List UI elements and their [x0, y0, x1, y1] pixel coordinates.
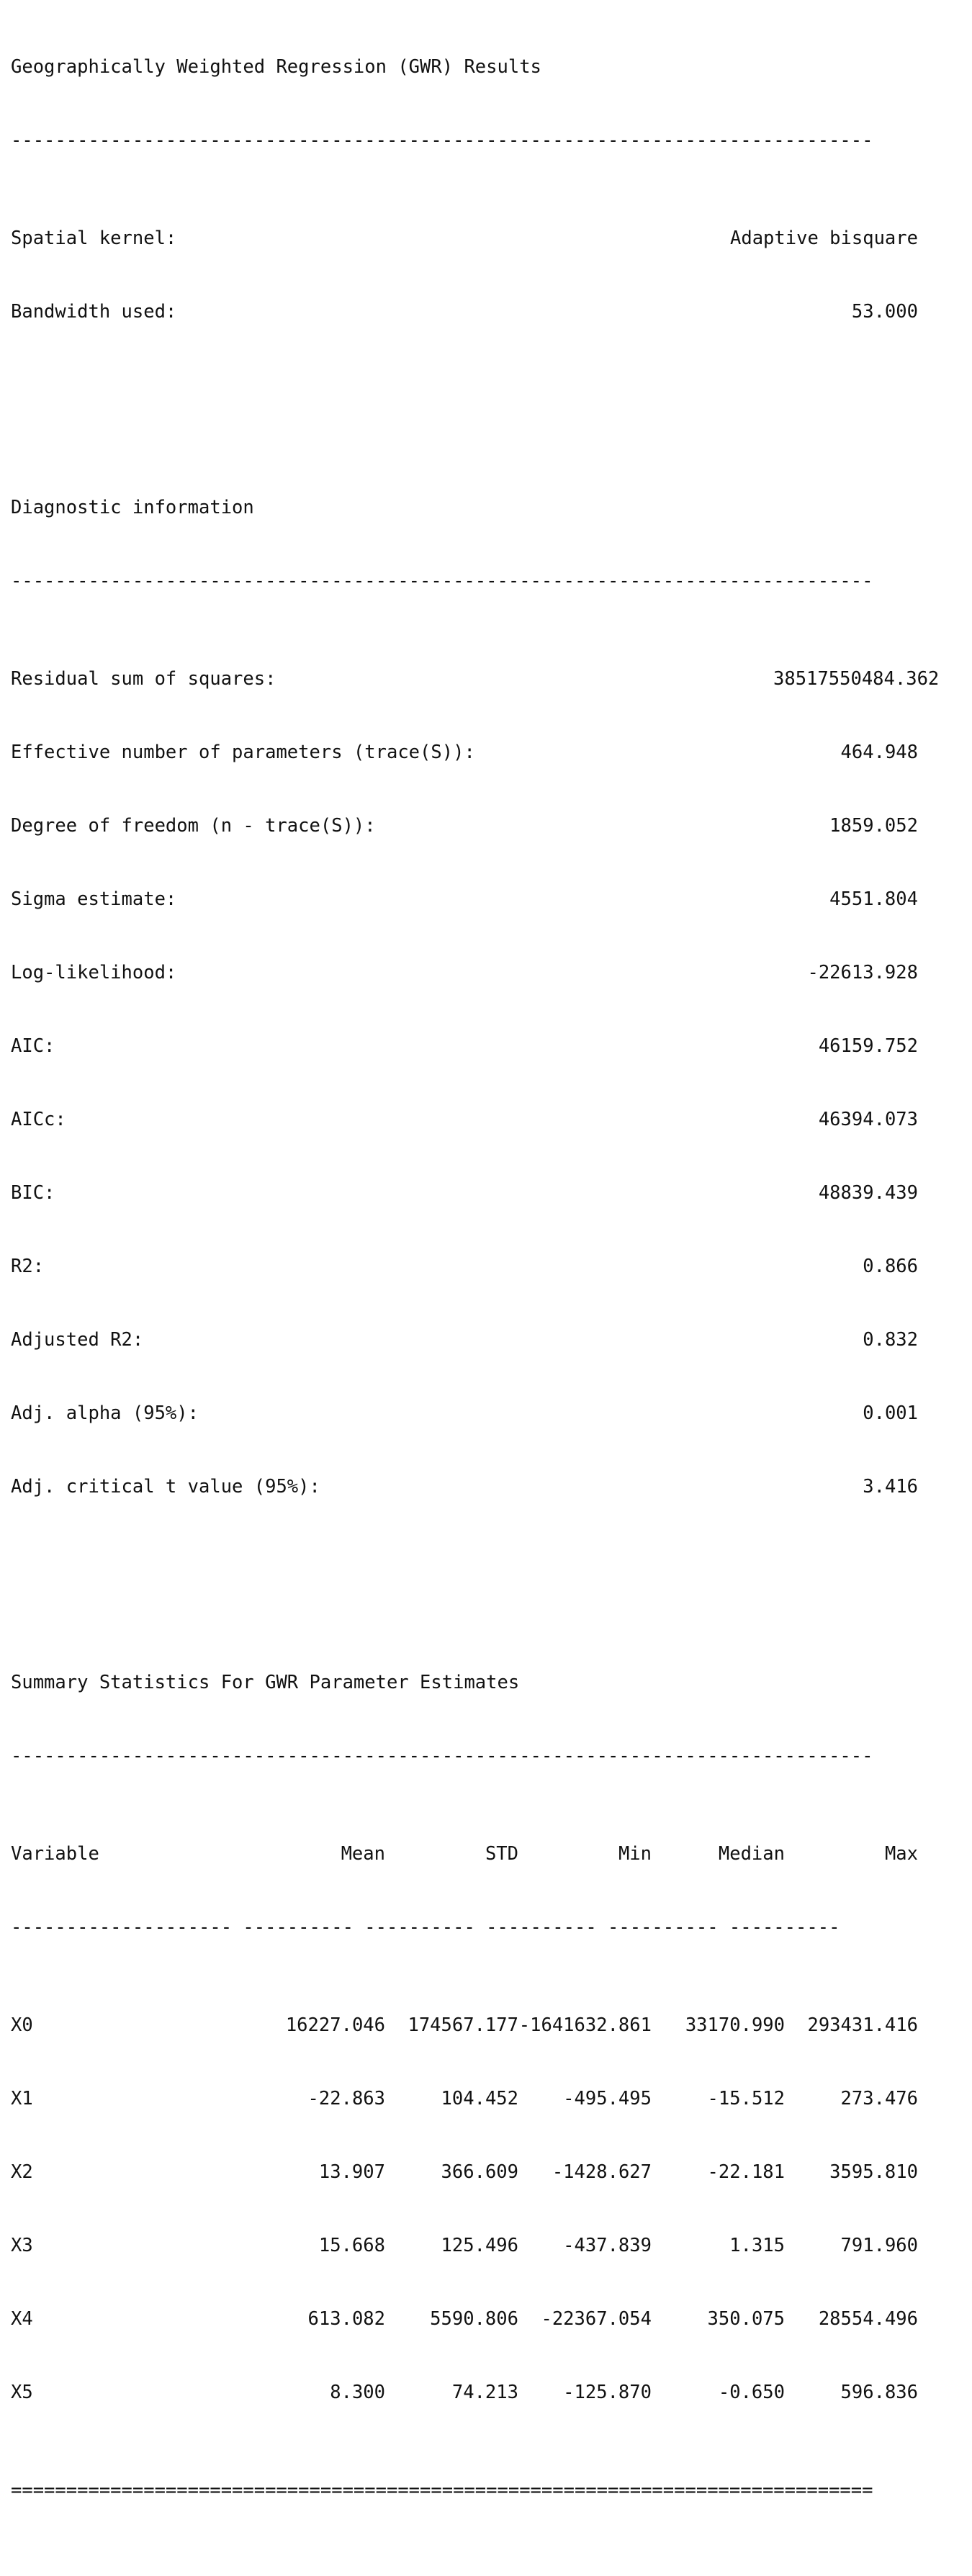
diagnostic-value: 1859.052: [829, 815, 918, 837]
dash-rule: ------------------------------------------------------------------------------: [11, 1745, 873, 1767]
diagnostic-value: 0.001: [863, 1402, 918, 1424]
spacer: [11, 397, 947, 422]
diagnostic-row-enp: [11, 740, 918, 765]
cell-max: 3595.810: [829, 2161, 918, 2183]
summary-header-row: [11, 1842, 947, 1866]
table-row: [11, 2013, 947, 2037]
cell-min: -1641632.861: [518, 2014, 652, 2036]
cell-max: 28554.496: [818, 2308, 918, 2330]
table-row: [11, 2233, 947, 2258]
cell-variable: X0: [11, 2014, 33, 2036]
cell-std: 174567.177: [408, 2014, 518, 2036]
diagnostic-row-aic: [11, 1034, 918, 1058]
diagnostic-value: 38517550484.362: [773, 668, 940, 690]
column-dash-rule: -------------------- ---------- ---------- ---------- ---------- ----------: [11, 1917, 840, 1938]
gwr-results-output: [11, 6, 947, 2527]
cell-min: -1428.627: [552, 2161, 652, 2183]
cell-max: 791.960: [840, 2235, 918, 2256]
diagnostic-row-rss: [11, 667, 940, 691]
cell-max: 596.836: [840, 2382, 918, 2403]
table-row: [11, 2086, 947, 2111]
table-row: [11, 2307, 947, 2331]
diagnostic-label: AICc:: [11, 1109, 66, 1130]
diagnostic-value: 0.866: [863, 1256, 918, 1277]
diagnostic-label: AIC:: [11, 1035, 55, 1057]
column-header-min: Min: [618, 1843, 652, 1865]
bandwidth-label: Bandwidth used:: [11, 301, 177, 323]
diagnostic-label: BIC:: [11, 1182, 55, 1204]
diagnostic-row-aicc: [11, 1107, 918, 1132]
diagnostic-row-adj-crit-t: [11, 1474, 918, 1499]
cell-median: 1.315: [729, 2235, 785, 2256]
diagnostic-row-adj-r2: [11, 1328, 918, 1352]
diagnostic-value: 4551.804: [829, 888, 918, 910]
diagnostic-row-adj-alpha: [11, 1401, 918, 1426]
cell-std: 5590.806: [430, 2308, 518, 2330]
kernel-value: Adaptive bisquare: [730, 228, 918, 249]
diagnostic-label: Degree of freedom (n - trace(S)):: [11, 815, 376, 837]
summary-heading: Summary Statistics For GWR Parameter Estimates: [11, 1672, 520, 1693]
cell-std: 74.213: [451, 2382, 518, 2403]
kernel-row: [11, 226, 918, 251]
diagnostic-row-loglik: [11, 960, 918, 985]
cell-variable: X1: [11, 2088, 33, 2109]
table-row: [11, 2160, 947, 2184]
cell-min: -125.870: [563, 2382, 652, 2403]
cell-std: 366.609: [441, 2161, 518, 2183]
cell-median: -22.181: [707, 2161, 785, 2183]
diagnostic-value: 3.416: [863, 1476, 918, 1498]
table-row: [11, 2380, 947, 2405]
diagnostic-value: -22613.928: [807, 962, 918, 983]
cell-variable: X2: [11, 2161, 33, 2183]
column-header-max: Max: [884, 1843, 918, 1865]
diagnostic-label: Adjusted R2:: [11, 1329, 144, 1351]
diagnostic-label: Adj. critical t value (95%):: [11, 1476, 320, 1498]
bandwidth-row: [11, 300, 918, 324]
spacer: [11, 1572, 947, 1597]
column-header-std: STD: [485, 1843, 518, 1865]
diagnostic-value: 48839.439: [818, 1182, 918, 1204]
diagnostic-row-r2: [11, 1254, 918, 1279]
dash-rule: ------------------------------------------------------------------------------: [11, 570, 873, 592]
diagnostic-label: Effective number of parameters (trace(S)):: [11, 742, 475, 763]
kernel-label: Spatial kernel:: [11, 228, 177, 249]
cell-median: 33170.990: [685, 2014, 785, 2036]
diagnostic-value: 46394.073: [818, 1109, 918, 1130]
diagnostic-label: Adj. alpha (95%):: [11, 1402, 199, 1424]
column-header-variable: Variable: [11, 1843, 99, 1865]
cell-variable: X5: [11, 2382, 33, 2403]
cell-std: 125.496: [441, 2235, 518, 2256]
bandwidth-value: 53.000: [851, 301, 918, 323]
diagnostic-row-bic: [11, 1181, 918, 1205]
cell-min: -495.495: [563, 2088, 652, 2109]
cell-median: -15.512: [707, 2088, 785, 2109]
column-header-median: Median: [718, 1843, 785, 1865]
diagnostic-value: 46159.752: [818, 1035, 918, 1057]
cell-variable: X3: [11, 2235, 33, 2256]
cell-mean: -22.863: [307, 2088, 385, 2109]
cell-median: 350.075: [707, 2308, 785, 2330]
cell-min: -22367.054: [541, 2308, 652, 2330]
equals-rule: ==============================================================================: [11, 2480, 873, 2501]
diagnostic-value: 0.832: [863, 1329, 918, 1351]
dash-rule: ------------------------------------------------------------------------------: [11, 130, 873, 151]
report-title: Geographically Weighted Regression (GWR) Results: [11, 56, 541, 78]
cell-max: 293431.416: [807, 2014, 918, 2036]
cell-mean: 16227.046: [285, 2014, 385, 2036]
cell-std: 104.452: [441, 2088, 518, 2109]
diagnostic-label: R2:: [11, 1256, 45, 1277]
diagnostic-row-dof: [11, 814, 918, 838]
diagnostic-label: Sigma estimate:: [11, 888, 177, 910]
cell-mean: 8.300: [330, 2382, 385, 2403]
column-header-mean: Mean: [341, 1843, 385, 1865]
diagnostic-label: Log-likelihood:: [11, 962, 177, 983]
cell-min: -437.839: [563, 2235, 652, 2256]
diagnostic-value: 464.948: [840, 742, 918, 763]
diagnostic-row-sigma: [11, 887, 918, 911]
cell-variable: X4: [11, 2308, 33, 2330]
cell-max: 273.476: [840, 2088, 918, 2109]
diagnostic-label: Residual sum of squares:: [11, 668, 276, 690]
cell-mean: 13.907: [318, 2161, 385, 2183]
diagnostics-heading: Diagnostic information: [11, 497, 254, 518]
cell-median: -0.650: [718, 2382, 785, 2403]
cell-mean: 15.668: [318, 2235, 385, 2256]
cell-mean: 613.082: [307, 2308, 385, 2330]
